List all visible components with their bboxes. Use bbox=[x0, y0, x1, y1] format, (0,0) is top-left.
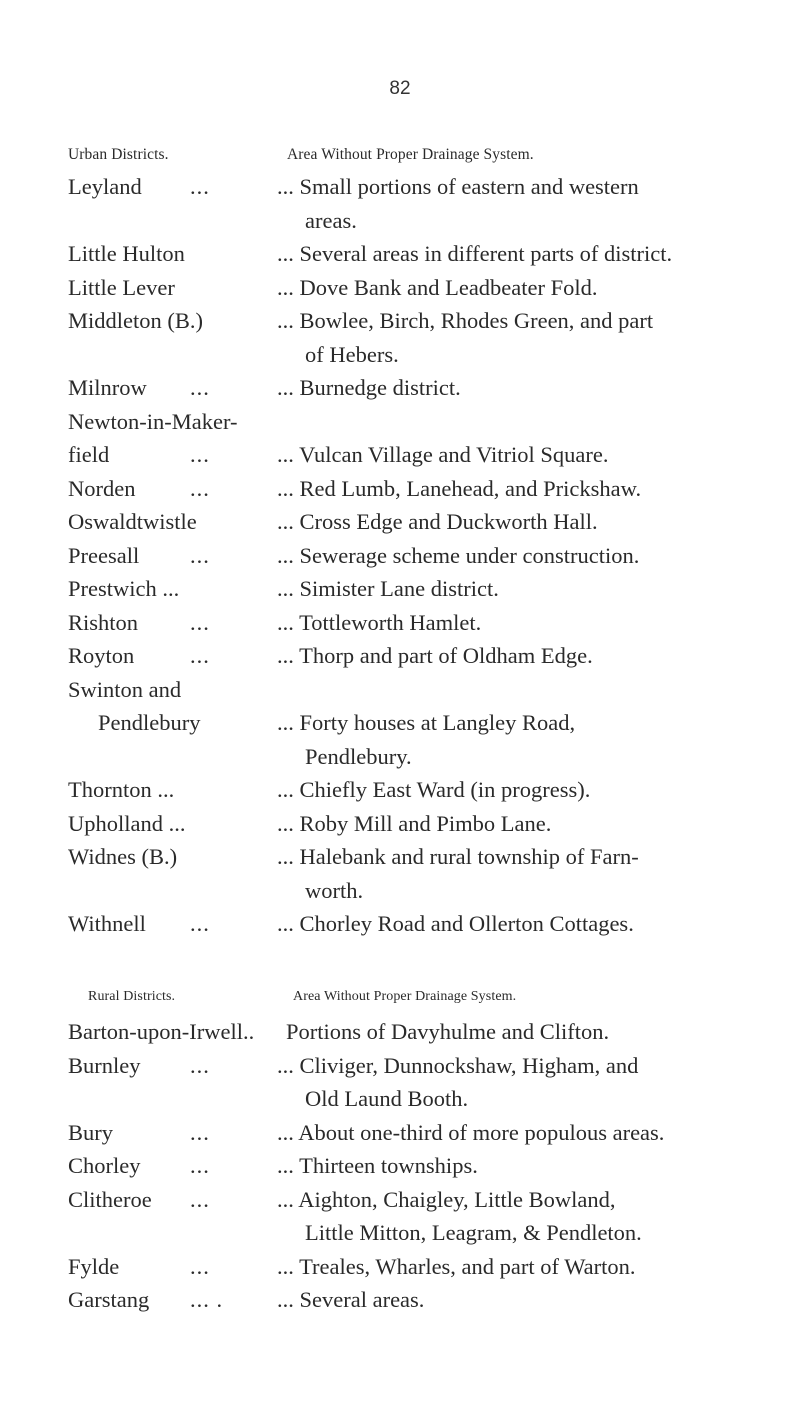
district-name: Upholland ... bbox=[68, 810, 186, 836]
district-name: Burnley bbox=[68, 1052, 141, 1078]
area-description bbox=[277, 1183, 748, 1250]
urban-entry bbox=[68, 438, 748, 472]
page-number: 82 bbox=[389, 78, 411, 99]
rural-header-right: Area Without Proper Drainage System. bbox=[293, 989, 517, 1004]
area-description bbox=[277, 673, 748, 707]
rural-rows bbox=[68, 1015, 748, 1317]
district-name: Little Hulton bbox=[68, 241, 185, 266]
district-name: Barton-upon-Irwell.. bbox=[68, 1019, 255, 1044]
urban-entry bbox=[68, 572, 748, 606]
urban-entry bbox=[68, 405, 748, 439]
urban-districts-section bbox=[68, 146, 748, 941]
area-description-text: ... Halebank and rural township of Farn- bbox=[277, 844, 639, 869]
area-description bbox=[277, 472, 748, 506]
urban-entry bbox=[68, 505, 748, 539]
area-description bbox=[277, 606, 748, 640]
district-name: field bbox=[68, 442, 110, 467]
area-description bbox=[277, 1116, 748, 1150]
rural-header-left: Rural Districts. bbox=[88, 989, 176, 1004]
leader-dots: ... bbox=[190, 609, 210, 635]
rural-entry bbox=[68, 1283, 748, 1317]
area-description-text: Portions of Davyhulme and Clifton. bbox=[286, 1019, 610, 1044]
urban-entry bbox=[68, 271, 748, 305]
area-description-text: ... Several areas in different parts of district. bbox=[277, 241, 673, 266]
district-name: Milnrow bbox=[68, 375, 147, 400]
urban-entry bbox=[68, 539, 748, 573]
urban-entry bbox=[68, 371, 748, 405]
urban-entry bbox=[68, 472, 748, 506]
area-description bbox=[277, 572, 748, 606]
district-name: Swinton and bbox=[68, 676, 182, 702]
area-description-text: ... Roby Mill and Pimbo Lane. bbox=[277, 810, 552, 836]
leader-dots: ... bbox=[190, 643, 210, 668]
rural-entry bbox=[68, 1250, 748, 1284]
district-name: Bury bbox=[68, 1119, 113, 1145]
district-name: Leyland bbox=[68, 174, 142, 199]
district-name: Widnes (B.) bbox=[68, 844, 178, 869]
urban-header-right: Area Without Proper Drainage System. bbox=[287, 146, 534, 163]
area-description bbox=[277, 271, 748, 305]
area-description bbox=[277, 539, 748, 573]
area-description bbox=[277, 237, 748, 271]
urban-entry bbox=[68, 840, 748, 907]
area-description-text: ... Sewerage scheme under construction. bbox=[277, 542, 640, 568]
leader-dots: ... bbox=[190, 542, 210, 568]
area-description-text: ... Vulcan Village and Vitriol Square. bbox=[277, 442, 609, 467]
urban-entry bbox=[68, 907, 748, 941]
area-description bbox=[277, 1250, 748, 1284]
area-description-text: ... Tottleworth Hamlet. bbox=[277, 609, 482, 635]
area-description-continuation: worth. bbox=[305, 877, 364, 903]
area-description-continuation: Old Laund Booth. bbox=[305, 1086, 469, 1111]
leader-dots: ... bbox=[190, 1052, 210, 1078]
district-name: Pendlebury bbox=[98, 710, 201, 735]
area-description-continuation: Little Mitton, Leagram, & Pendleton. bbox=[305, 1220, 642, 1245]
area-description bbox=[277, 1149, 748, 1183]
area-description bbox=[277, 304, 748, 371]
urban-entry bbox=[68, 807, 748, 841]
area-description-text: ... Red Lumb, Lanehead, and Prickshaw. bbox=[277, 475, 642, 501]
area-description-text: ... Several areas. bbox=[277, 1287, 425, 1312]
district-name: Preesall bbox=[68, 542, 140, 568]
area-description bbox=[277, 1049, 748, 1116]
urban-header bbox=[68, 146, 748, 168]
urban-entry bbox=[68, 606, 748, 640]
district-name: Rishton bbox=[68, 609, 139, 635]
district-name: Chorley bbox=[68, 1153, 141, 1178]
area-description-text: ... About one-third of more populous areas. bbox=[277, 1119, 665, 1145]
area-description-text: ... Thorp and part of Oldham Edge. bbox=[277, 643, 593, 668]
district-name: Prestwich ... bbox=[68, 576, 180, 601]
urban-entry bbox=[68, 773, 748, 807]
district-name: Withnell bbox=[68, 911, 146, 936]
area-description-text: ... Cross Edge and Duckworth Hall. bbox=[277, 509, 598, 534]
urban-entry bbox=[68, 237, 748, 271]
leader-dots: ... bbox=[190, 1253, 210, 1279]
leader-dots: ... bbox=[190, 911, 210, 936]
rural-entry bbox=[68, 1049, 748, 1116]
area-description-text: ... Burnedge district. bbox=[277, 375, 461, 400]
area-description bbox=[277, 1283, 748, 1317]
area-description-text: ... Chiefly East Ward (in progress). bbox=[277, 777, 591, 802]
area-description-text: ... Forty houses at Langley Road, bbox=[277, 710, 576, 735]
area-description-text: ... Thirteen townships. bbox=[277, 1153, 478, 1178]
area-description-text: ... Aighton, Chaigley, Little Bowland, bbox=[277, 1186, 616, 1212]
leader-dots: ... bbox=[190, 375, 210, 400]
area-description-continuation: of Hebers. bbox=[305, 341, 399, 367]
district-name: Royton bbox=[68, 643, 135, 668]
area-description-text: ... Dove Bank and Leadbeater Fold. bbox=[277, 274, 598, 300]
urban-rows bbox=[68, 170, 748, 941]
leader-dots: ... bbox=[190, 1153, 210, 1178]
area-description-continuation: areas. bbox=[305, 207, 357, 233]
leader-dots: ... bbox=[190, 475, 210, 501]
rural-entry bbox=[68, 1183, 748, 1250]
area-description bbox=[277, 438, 748, 472]
area-description-text: ... Cliviger, Dunnockshaw, Higham, and bbox=[277, 1052, 639, 1078]
area-description bbox=[277, 907, 748, 941]
urban-entry bbox=[68, 673, 748, 707]
leader-dots: ... bbox=[190, 1119, 210, 1145]
urban-entry bbox=[68, 304, 748, 371]
district-name: Clitheroe bbox=[68, 1186, 152, 1212]
rural-entry bbox=[68, 1149, 748, 1183]
area-description-text: ... Small portions of eastern and western bbox=[277, 174, 639, 199]
leader-dots: ... bbox=[190, 1186, 210, 1212]
leader-dots: ... bbox=[190, 174, 210, 199]
district-name: Little Lever bbox=[68, 274, 175, 300]
urban-entry bbox=[68, 639, 748, 673]
district-name: Middleton (B.) bbox=[68, 308, 203, 333]
urban-header-left: Urban Districts. bbox=[68, 146, 169, 163]
district-name: Fylde bbox=[68, 1253, 120, 1279]
area-description-text: ... Simister Lane district. bbox=[277, 576, 499, 601]
area-description bbox=[277, 706, 748, 773]
district-name: Oswaldtwistle bbox=[68, 509, 197, 534]
urban-entry bbox=[68, 706, 748, 773]
district-name: Norden bbox=[68, 475, 136, 501]
area-description bbox=[277, 773, 748, 807]
district-name: Newton-in-Maker- bbox=[68, 408, 238, 434]
rural-entry bbox=[68, 1116, 748, 1150]
rural-entry bbox=[68, 1015, 748, 1049]
area-description-text: ... Bowlee, Birch, Rhodes Green, and part bbox=[277, 308, 654, 333]
urban-entry bbox=[68, 170, 748, 237]
area-description-text: ... Treales, Wharles, and part of Warton. bbox=[277, 1253, 636, 1279]
area-description bbox=[277, 807, 748, 841]
area-description-text: ... Chorley Road and Ollerton Cottages. bbox=[277, 911, 634, 936]
area-description bbox=[277, 405, 748, 439]
area-description-continuation: Pendlebury. bbox=[305, 743, 412, 769]
leader-dots: ... . bbox=[190, 1287, 224, 1312]
rural-header bbox=[68, 989, 748, 1011]
area-description bbox=[277, 505, 748, 539]
district-name: Garstang bbox=[68, 1287, 150, 1312]
area-description bbox=[286, 1015, 748, 1049]
area-description bbox=[277, 840, 748, 907]
area-description bbox=[277, 371, 748, 405]
district-name: Thornton ... bbox=[68, 777, 175, 802]
area-description bbox=[277, 639, 748, 673]
rural-districts-section bbox=[68, 989, 748, 1317]
leader-dots: ... bbox=[190, 442, 210, 467]
area-description bbox=[277, 170, 748, 237]
